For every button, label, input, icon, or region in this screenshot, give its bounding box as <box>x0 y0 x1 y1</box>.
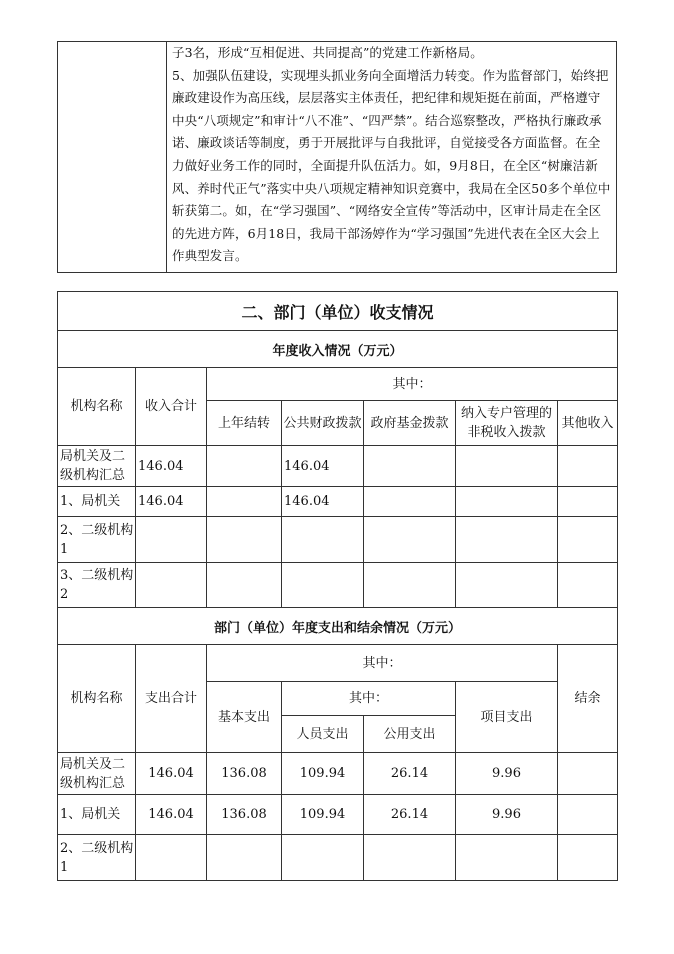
income-special <box>456 517 558 563</box>
expense-header-org: 机构名称 <box>58 645 136 753</box>
income-fiscal: 146.04 <box>282 487 364 517</box>
income-carry <box>207 563 282 608</box>
income-special <box>456 487 558 517</box>
expense-personnel: 109.94 <box>282 795 364 835</box>
income-special <box>456 446 558 487</box>
expense-header-balance: 结余 <box>558 645 618 753</box>
expense-header-among: 其中： <box>207 645 558 682</box>
expense-project <box>456 835 558 881</box>
income-header-fiscal: 公共财政拨款 <box>282 401 364 446</box>
expense-total: 146.04 <box>136 753 207 795</box>
expense-row <box>58 835 618 881</box>
income-header-other: 其他收入 <box>558 401 618 446</box>
expense-personnel: 109.94 <box>282 753 364 795</box>
expense-header-personnel: 人员支出 <box>282 716 364 753</box>
income-fund <box>364 487 456 517</box>
income-other <box>558 517 618 563</box>
expense-header-total: 支出合计 <box>136 645 207 753</box>
expense-public: 26.14 <box>364 795 456 835</box>
income-header-fund: 政府基金拨款 <box>364 401 456 446</box>
income-title: 年度收入情况（万元） <box>58 331 618 368</box>
income-total: 146.04 <box>136 487 207 517</box>
income-carry <box>207 446 282 487</box>
income-header-carry: 上年结转 <box>207 401 282 446</box>
income-fund <box>364 517 456 563</box>
expense-project: 9.96 <box>456 795 558 835</box>
expense-title: 部门（单位）年度支出和结余情况（万元） <box>58 608 618 645</box>
income-header-among: 其中： <box>207 368 618 401</box>
income-other <box>558 487 618 517</box>
expense-balance <box>558 753 618 795</box>
income-special <box>456 563 558 608</box>
narrative-label-cell <box>58 42 167 273</box>
finance-table <box>57 291 618 881</box>
expense-org: 1、局机关 <box>58 795 136 835</box>
expense-personnel <box>282 835 364 881</box>
income-row <box>58 487 618 517</box>
narrative-paragraph: 5、加强队伍建设，实现埋头抓业务向全面增活力转变。作为监督部门，始终把廉政建设作为高压线，层层落实主体责任，把纪律和规矩挺在前面，严格遵守中央“八项规定”和审计“八不准”、“四严禁”。结合巡察整改，严格执行廉政承诺、廉政谈话等制度，勇于开展批评与自我批评，自觉接受各方面监督。在全力做好业务工作的同时，全面提升队伍活力。如，9月8日，在全区“树廉洁新风、养时代正气”落实中央八项规定精神知识竞赛中，我局在全区50多个单位中斩获第二。如，在“学习强国”、“网络安全宣传”等活动中，区审计局走在全区的先进方阵，6月18日，我局干部汤婷作为“学习强国”先进代表在全区大会上作典型发言。 <box>172 67 611 264</box>
expense-balance <box>558 795 618 835</box>
income-other <box>558 446 618 487</box>
income-header-org: 机构名称 <box>58 368 136 446</box>
expense-header-public: 公用支出 <box>364 716 456 753</box>
expense-total: 146.04 <box>136 795 207 835</box>
expense-org: 2、二级机构1 <box>58 835 136 881</box>
income-org: 3、二级机构2 <box>58 563 136 608</box>
income-org: 1、局机关 <box>58 487 136 517</box>
income-header-total: 收入合计 <box>136 368 207 446</box>
income-fiscal: 146.04 <box>282 446 364 487</box>
income-row <box>58 517 618 563</box>
expense-public <box>364 835 456 881</box>
narrative-table <box>57 41 617 273</box>
income-fiscal <box>282 563 364 608</box>
expense-basic: 136.08 <box>207 795 282 835</box>
income-header-special: 纳入专户管理的非税收入拨款 <box>456 401 558 446</box>
income-fund <box>364 563 456 608</box>
income-total: 146.04 <box>136 446 207 487</box>
income-carry <box>207 517 282 563</box>
expense-basic: 136.08 <box>207 753 282 795</box>
narrative-content-cell <box>167 42 617 273</box>
expense-basic <box>207 835 282 881</box>
section-title: 二、部门（单位）收支情况 <box>58 292 618 331</box>
income-fund <box>364 446 456 487</box>
income-total <box>136 517 207 563</box>
expense-project: 9.96 <box>456 753 558 795</box>
income-fiscal <box>282 517 364 563</box>
expense-org: 局机关及二级机构汇总 <box>58 753 136 795</box>
income-other <box>558 563 618 608</box>
expense-row <box>58 753 618 795</box>
income-row <box>58 446 618 487</box>
income-carry <box>207 487 282 517</box>
expense-header-among2: 其中： <box>282 682 456 716</box>
income-org: 局机关及二级机构汇总 <box>58 446 136 487</box>
expense-balance <box>558 835 618 881</box>
income-total <box>136 563 207 608</box>
expense-header-basic: 基本支出 <box>207 682 282 753</box>
expense-row <box>58 795 618 835</box>
expense-total <box>136 835 207 881</box>
income-row <box>58 563 618 608</box>
expense-header-project: 项目支出 <box>456 682 558 753</box>
narrative-paragraph: 子3名，形成“互相促进、共同提高”的党建工作新格局。 <box>172 45 483 60</box>
expense-public: 26.14 <box>364 753 456 795</box>
income-org: 2、二级机构1 <box>58 517 136 563</box>
